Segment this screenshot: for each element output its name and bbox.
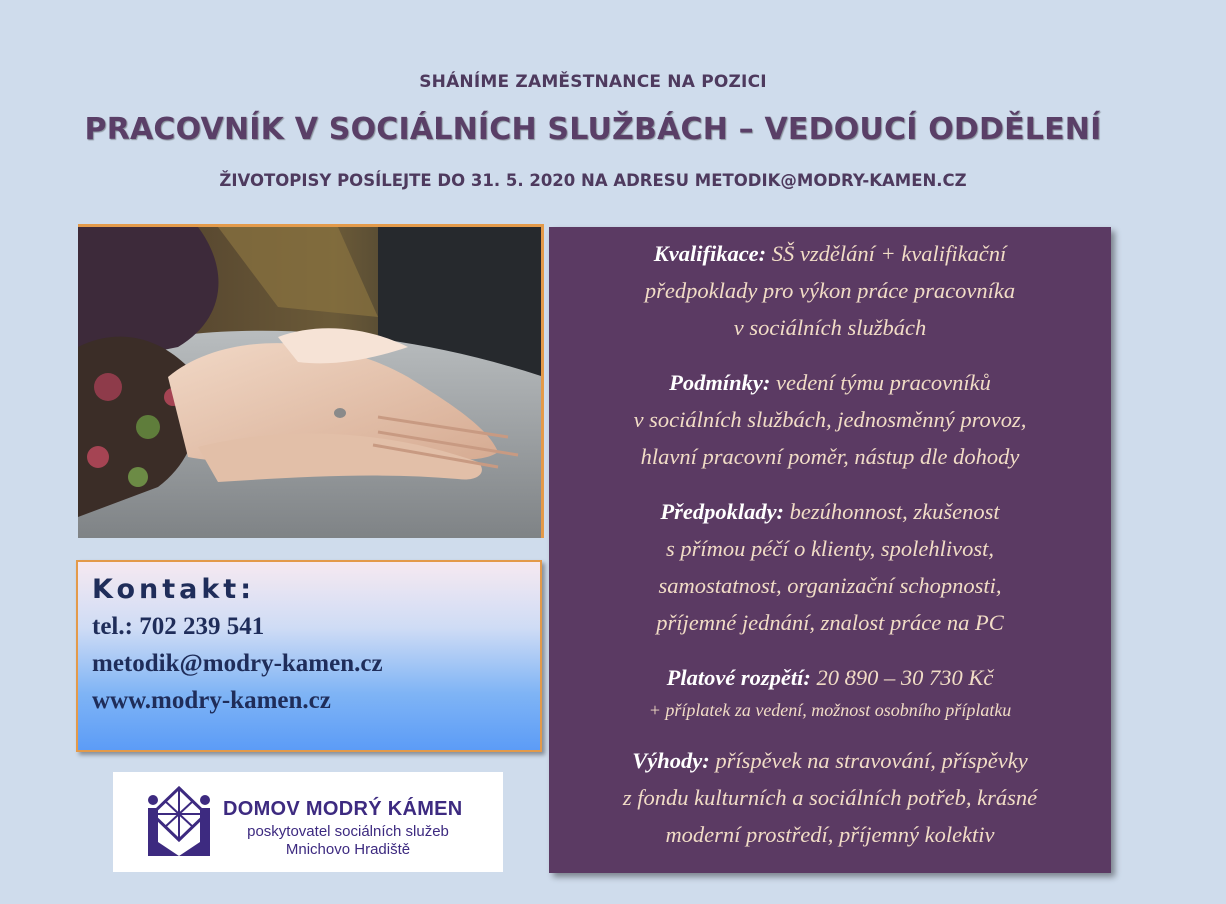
benefits-line-1: Výhody: příspěvek na stravování, příspěvky	[632, 748, 1028, 773]
requirements-line-2: s přímou péčí o klienty, spolehlivost,	[665, 536, 995, 561]
qualification-label: Kvalifikace:	[653, 241, 767, 266]
requirements-label: Předpoklady:	[660, 499, 785, 524]
qualification-line-3: v sociálních službách	[733, 315, 927, 340]
requirements-line-3: samostatnost, organizační schopnosti,	[658, 573, 1002, 598]
application-deadline: ŽIVOTOPISY POSÍLEJTE DO 31. 5. 2020 NA ADRESU METODIK@MODRY-KAMEN.CZ	[219, 171, 967, 190]
contact-email[interactable]: metodik@modry-kamen.cz	[92, 650, 383, 677]
hands-photo-illustration	[78, 227, 544, 538]
conditions-line-3: hlavní pracovní poměr, nástup dle dohody	[640, 444, 1020, 469]
requirements-line-4: příjemné jednání, znalost práce na PC	[656, 610, 1004, 635]
contact-heading: Kontakt:	[92, 574, 256, 605]
conditions-label: Podmínky:	[669, 370, 771, 395]
benefits-line-3: moderní prostředí, příjemný kolektiv	[665, 822, 995, 847]
benefits-label: Výhody:	[632, 748, 710, 773]
organization-logo	[113, 772, 503, 872]
benefits-line-2: z fondu kulturních a sociálních potřeb, krásné	[622, 785, 1038, 810]
qualification-line-1: Kvalifikace: SŠ vzdělání + kvalifikační	[653, 241, 1007, 266]
contact-phone[interactable]: tel.: 702 239 541	[92, 613, 265, 640]
job-title: PRACOVNÍK V SOCIÁLNÍCH SLUŽBÁCH – VEDOUCÍ ODDĚLENÍ	[84, 112, 1102, 147]
contact-box	[76, 560, 542, 752]
organization-name: DOMOV MODRÝ KÁMEN	[223, 798, 463, 820]
requirements-line-1: Předpoklady: bezúhonnost, zkušenost	[660, 499, 1000, 524]
salary-line-2: + příplatek za vedení, možnost osobního příplatku	[648, 700, 1012, 720]
hands-photo	[78, 224, 544, 538]
organization-location: Mnichovo Hradiště	[285, 841, 411, 858]
salary-line-1: Platové rozpětí: 20 890 – 30 730 Kč	[666, 665, 994, 690]
job-details-panel	[549, 227, 1111, 873]
salary-label: Platové rozpětí:	[666, 665, 811, 690]
conditions-line-1: Podmínky: vedení týmu pracovníků	[669, 370, 991, 395]
hiring-kicker: SHÁNÍME ZAMĚSTNANCE NA POZICI	[419, 72, 767, 92]
contact-website[interactable]: www.modry-kamen.cz	[92, 687, 331, 714]
blue-stone-logo-icon	[146, 786, 212, 858]
organization-tagline: poskytovatel sociálních služeb	[247, 823, 449, 840]
qualification-line-2: předpoklady pro výkon práce pracovníka	[644, 278, 1016, 303]
conditions-line-2: v sociálních službách, jednosměnný provoz,	[633, 407, 1027, 432]
